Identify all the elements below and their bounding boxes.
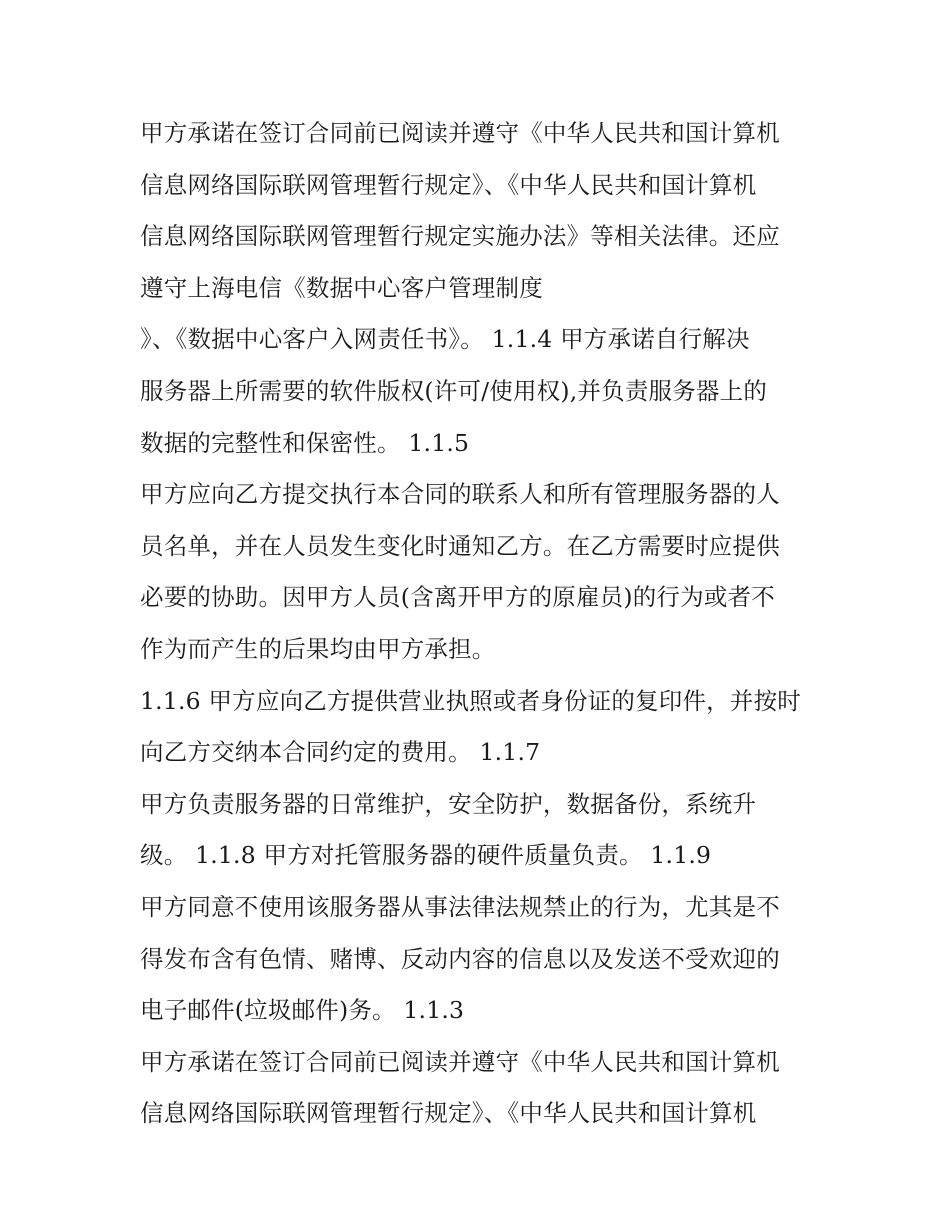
text-line: 甲方应向乙方提交执行本合同的联系人和所有管理服务器的人 xyxy=(140,480,780,509)
text-line: 得发布含有色情、赌博、反动内容的信息以及发送不受欢迎的 xyxy=(140,944,780,973)
text-line: 向乙方交纳本合同约定的费用。 1.1.7 xyxy=(140,738,541,767)
text-line: 甲方承诺在签订合同前已阅读并遵守《中华人民共和国计算机 xyxy=(140,1047,780,1076)
text-line: 遵守上海电信《数据中心客户管理制度 xyxy=(140,273,543,302)
text-line: 信息网络国际联网管理暂行规定》、《中华人民共和国计算机 xyxy=(140,170,757,199)
text-line: 员名单，并在人员发生变化时通知乙方。在乙方需要时应提供 xyxy=(140,531,780,560)
body-text xyxy=(140,108,830,1140)
text-line: 电子邮件(垃圾邮件)务。 1.1.3 xyxy=(140,996,465,1025)
text-line: 信息网络国际联网管理暂行规定》、《中华人民共和国计算机 xyxy=(140,1099,757,1128)
text-line: 作为而产生的后果均由甲方承担。 xyxy=(140,634,496,663)
text-line: 信息网络国际联网管理暂行规定实施办法》等相关法律。还应 xyxy=(140,222,780,251)
text-line: 必要的协助。因甲方人员(含离开甲方的原雇员)的行为或者不 xyxy=(140,583,775,612)
text-line: 1.1.6 甲方应向乙方提供营业执照或者身份证的复印件，并按时 xyxy=(140,686,801,715)
text-line: 甲方负责服务器的日常维护，安全防护，数据备份，系统升 xyxy=(140,789,757,818)
text-line: 级。 1.1.8 甲方对托管服务器的硬件质量负责。 1.1.9 xyxy=(140,841,712,870)
text-line: 》、《数据中心客户入网责任书》。 1.1.4 甲方承诺自行解决 xyxy=(140,325,750,354)
text-line: 甲方承诺在签订合同前已阅读并遵守《中华人民共和国计算机 xyxy=(140,119,780,147)
text-line: 数据的完整性和保密性。 1.1.5 xyxy=(140,428,470,457)
text-line: 甲方同意不使用该服务器从事法律法规禁止的行为，尤其是不 xyxy=(140,892,780,921)
text-line: 服务器上所需要的软件版权(许可/使用权),并负责服务器上的 xyxy=(140,376,768,405)
